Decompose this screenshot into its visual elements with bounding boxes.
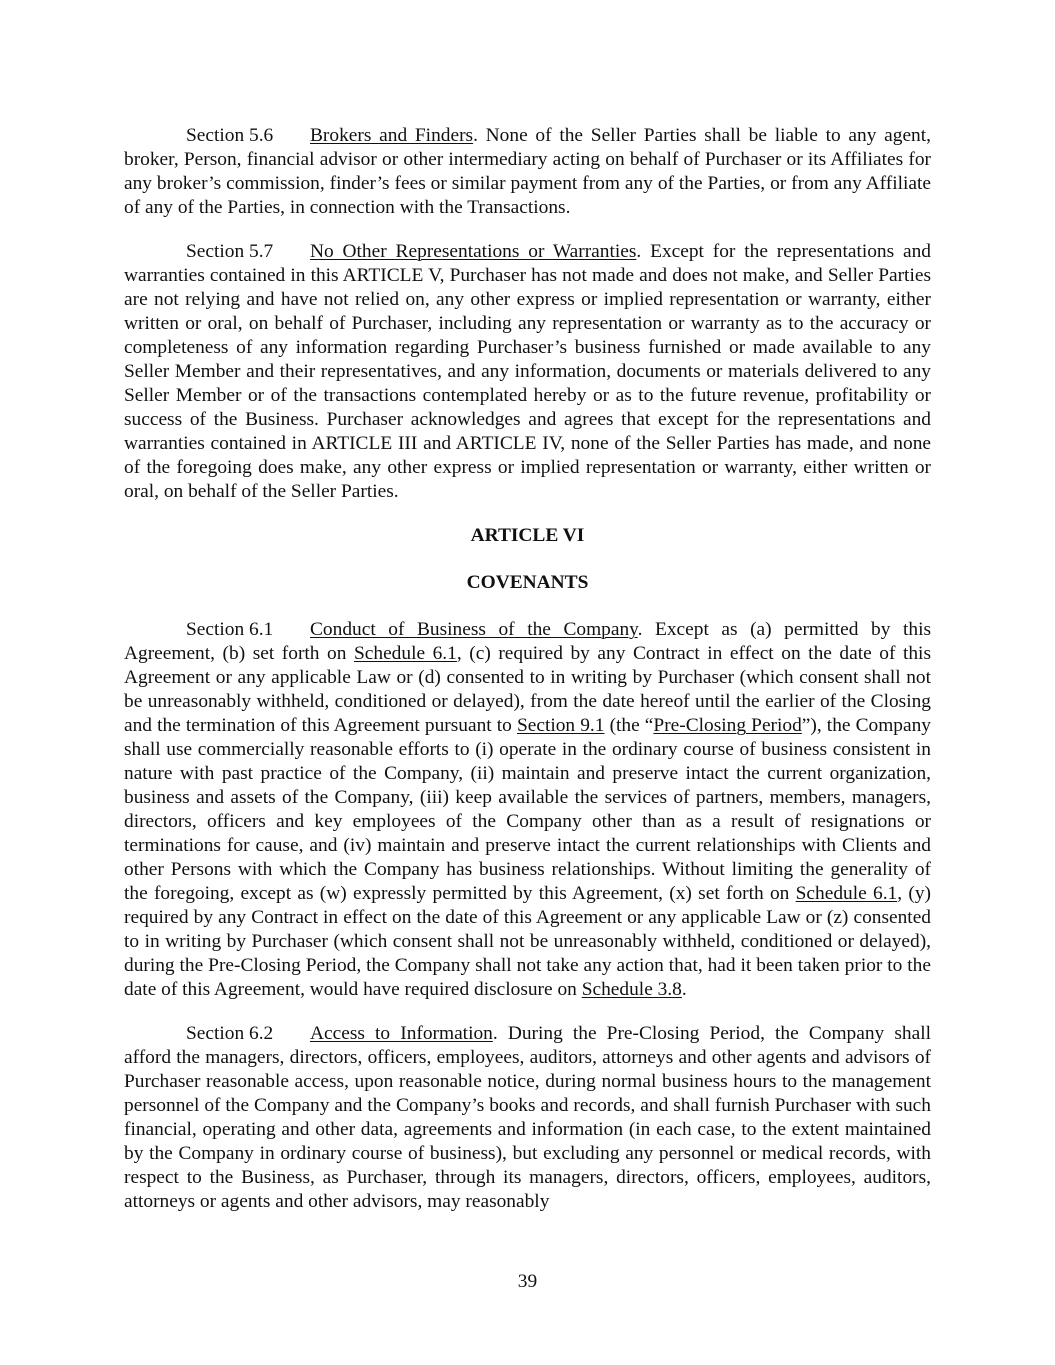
section-body-part: (the “	[604, 715, 654, 736]
section-body-part: ”), the Company shall use commercially reasonable efforts to (i) operate in the ordinary course of business consistent in nature with past practice of the Company, (ii) maintain and preserve intact the current organization, business and assets of the Company, (iii) keep available the services of partners, members, managers, directors, officers and key employees of the Company other than as a result of resignations or terminations for cause, and (iv) maintain and preserve intact the current relationships with Clients and other Persons with which the Company has business relationships. Without limiting the generality of the foregoing, except as (w) expressly permitted by this Agreement, (x) set forth on	[124, 715, 931, 904]
section-title: Access to Information	[310, 1023, 493, 1044]
schedule-reference: Schedule 6.1	[353, 643, 457, 664]
section-5-6	[124, 124, 931, 220]
section-6-1	[124, 618, 931, 1002]
section-5-7	[124, 240, 931, 504]
section-number: Section 6.2	[186, 1023, 274, 1044]
section-body-part: , (c) required by any Contract in effect on the date of this Agreement or any applicable Law or (d) consented to in writing by Purchaser (which consent shall not be unreasonably withheld, conditioned or delayed), from the date hereof until the earlier of the Closing and the termination of this Agreement pursuant to	[124, 643, 931, 736]
page-number: 39	[517, 1271, 538, 1292]
section-6-2	[124, 1022, 931, 1214]
section-body: . During the Pre-Closing Period, the Company shall afford the managers, directors, officers, employees, auditors, attorneys and other agents and advisors of Purchaser reasonable access, upon reasonable notice, during normal business hours to the management personnel of the Company and the Company’s books and records, and shall furnish Purchaser with such financial, operating and other data, agreements and information (in each case, to the extent maintained by the Company in ordinary course of business), but excluding any personnel or medical records, with respect to the Business, as Purchaser, through its managers, directors, officers, employees, auditors, attorneys or agents and other advisors, may reasonably	[124, 1023, 931, 1212]
article-title: COVENANTS	[466, 572, 589, 593]
document-page	[124, 124, 931, 1234]
section-body-part: .	[681, 979, 687, 1000]
section-body: . None of the Seller Parties shall be liable to any agent, broker, Person, financial advisor or other intermediary acting on behalf of Purchaser or its Affiliates for any broker’s commission, finder’s fees or similar payment from any of the Parties, or from any Affiliate of any of the Parties, in connection with the Transactions.	[124, 125, 931, 218]
schedule-reference: Schedule 6.1	[795, 883, 898, 904]
section-number: Section 6.1	[186, 619, 274, 640]
section-title: No Other Representations or Warranties	[310, 241, 637, 262]
section-body-part: , (y) required by any Contract in effect on the date of this Agreement or any applicable Law or (z) consented to in writing by Purchaser (which consent shall not be unreasonably withheld, conditioned or delayed), during the Pre-Closing Period, the Company shall not take any action that, had it been taken prior to the date of this Agreement, would have required disclosure on	[124, 883, 931, 1000]
section-number: Section 5.7	[186, 241, 274, 262]
section-body-part: . Except as (a) permitted by this Agreement, (b) set forth on	[124, 619, 932, 664]
schedule-reference: Schedule 3.8	[581, 979, 682, 1000]
defined-term: Pre-Closing Period	[653, 715, 802, 736]
section-title: Conduct of Business of the Company	[310, 619, 638, 640]
section-title: Brokers and Finders	[310, 125, 474, 146]
section-body: . Except for the representations and warranties contained in this ARTICLE V, Purchaser has not made and does not make, and Seller Parties are not relying and have not relied on, any other express or implied representation or warranty, either written or oral, on behalf of Purchaser, including any representation or warranty as to the accuracy or completeness of any information regarding Purchaser’s business furnished or made available to any Seller Member and their representatives, and any information, documents or materials delivered to any Seller Member or of the transactions contemplated hereby or as to the future revenue, profitability or success of the Business. Purchaser acknowledges and agrees that except for the representations and warranties contained in ARTICLE III and ARTICLE IV, none of the Seller Parties has made, and none of the foregoing does make, any other express or implied representation or warranty, either written or oral, on behalf of the Seller Parties.	[124, 241, 931, 502]
article-number: ARTICLE VI	[470, 525, 585, 546]
section-number: Section 5.6	[186, 125, 274, 146]
section-reference: Section 9.1	[516, 715, 605, 736]
